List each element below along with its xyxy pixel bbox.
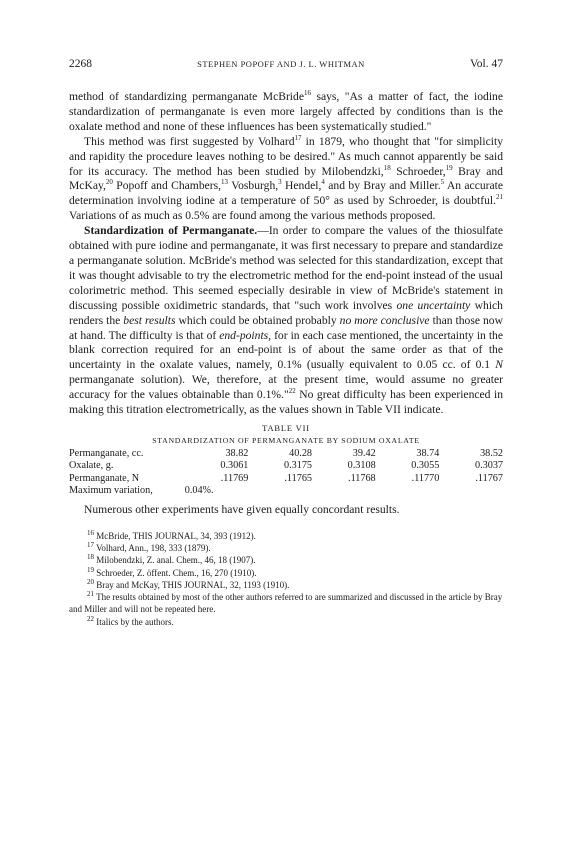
- paragraph-text: Schroeder,: [390, 164, 446, 178]
- table-cell: 38.52: [480, 447, 503, 459]
- footnote-ref: 4: [321, 178, 325, 187]
- footnotes: [69, 530, 503, 628]
- after-table-text: Numerous other experiments have given equally concordant results.: [84, 503, 400, 517]
- table-subtitle: STANDARDIZATION OF PERMANGANATE BY SODIUM OXALATE: [152, 435, 420, 445]
- footnote-number: 19: [87, 565, 94, 574]
- paragraph-text: Variations of as much as 0.5% are found among the various methods proposed.: [69, 209, 436, 223]
- paragraph-3: [69, 224, 503, 418]
- paragraph-text: An accurate determination involving iodine at a temperature of 50° as used by Schroeder, is doubtful.: [69, 179, 504, 208]
- volume-label: Vol. 47: [469, 58, 503, 70]
- table-row-label: Permanganate, cc.: [69, 447, 144, 459]
- italic-text: end-points,: [219, 328, 272, 342]
- footnote: [69, 554, 503, 566]
- table-cell: 40.28: [289, 447, 313, 459]
- footnote-number: 18: [87, 553, 94, 562]
- table-cell: 39.42: [352, 447, 376, 459]
- footnote-ref: 21: [496, 193, 503, 202]
- footnote: [69, 579, 503, 591]
- table-cell: .11768: [348, 472, 376, 484]
- footnote-number: 22: [87, 614, 94, 623]
- paragraph-text: than those now at hand. The difficulty is that of: [69, 313, 503, 342]
- paragraph-text: Popoff and Chambers,: [112, 179, 222, 193]
- footnote-text: Schroeder, Z. öffent. Chem., 16, 270 (1910).: [94, 567, 257, 578]
- footnote-ref: 22: [288, 387, 296, 396]
- footnote: [69, 616, 503, 628]
- italic-text: no more conclusive: [339, 313, 430, 327]
- footnote-text: McBride, THIS JOURNAL, 34, 393 (1912).: [94, 530, 256, 541]
- paragraph-text: permanganate solution). We, therefore, at the present time, would assume no greater accuracy for the values obtainable than 0.1%.": [69, 373, 503, 402]
- footnote-ref: 18: [383, 163, 391, 172]
- footnote-ref: 5: [440, 178, 445, 187]
- data-table: [69, 448, 503, 497]
- table-row: [69, 460, 503, 472]
- paragraph-text: This method was first suggested by Volhard: [84, 134, 295, 148]
- paragraph-2: [69, 135, 503, 224]
- section-heading: Standardization of Permanganate.: [84, 224, 258, 238]
- table-row-label: Permanganate, N: [69, 472, 140, 484]
- table-cell: .11769: [220, 472, 249, 484]
- footnote-text: Italics by the authors.: [94, 616, 174, 627]
- paragraph-text: says, "As a matter of fact, the iodine standardization of permanganate is even more largely affected by conditions than is the oxalate method and none of these influences has been systematically studied.": [69, 90, 503, 133]
- table-cell: 0.3175: [284, 460, 313, 472]
- table-cell: 0.3061: [220, 460, 249, 472]
- table-row-label: Maximum variation,: [69, 484, 153, 496]
- footnote: [69, 542, 503, 554]
- table-title: TABLE VII: [262, 422, 310, 433]
- footnote-text: Milobendzki, Z. anal. Chem., 46, 18 (1907).: [94, 555, 256, 566]
- paragraph-text: Vosburgh,: [228, 179, 279, 193]
- footnote-number: 21: [87, 590, 94, 599]
- table-cell: .11765: [284, 472, 313, 484]
- running-title: STEPHEN POPOFF AND J. L. WHITMAN: [197, 59, 365, 69]
- paragraph-text: Hendel,: [281, 179, 322, 193]
- footnote-text: The results obtained by most of the other authors referred to are summarized and discussed in the article by Bray and Miller and will not be repeated here.: [69, 592, 503, 615]
- paragraph-text: Bray and McKay,: [69, 164, 503, 193]
- table-row: [69, 448, 503, 460]
- paragraph-text: in 1879, who thought that "for simplicity and rapidity the procedure leaves nothing to be desired." As much cannot apparently be said for its accuracy. The method has been studied by Milobendzki,: [69, 134, 503, 178]
- footnote-number: 20: [87, 577, 94, 586]
- table-cell: 0.3108: [347, 460, 376, 472]
- table-cell: .11770: [411, 472, 440, 484]
- table-row: [69, 473, 503, 485]
- footnote-text: Bray and McKay, THIS JOURNAL, 32, 1193 (1910).: [94, 579, 290, 590]
- table-row-label: Oxalate, g.: [69, 460, 114, 472]
- italic-text: one uncertainty: [396, 298, 471, 312]
- paragraph-text: and by Bray and Miller.: [324, 179, 441, 193]
- paragraph-text: —In order to compare the values of the thiosulfate obtained with pure iodine and permanganate, it was first necessary to prepare and standardize a permanganate solution. McBride's method was selected for this standardization, except that it was thought advisable to try the electrometric method for the end-point instead of the usual colorimetric method. This seemed especially desirable in view of McBride's statement in discussing possible oxidimetric standards, that "such work involves: [69, 224, 504, 312]
- footnote-ref: 19: [445, 163, 453, 172]
- table-cell: 38.74: [416, 447, 440, 459]
- paragraph-text: No great difficulty has been experienced in making this titration electrometrically, as the values shown in Table VII indicate.: [69, 388, 504, 417]
- footnote: [69, 530, 503, 542]
- table-row: [69, 485, 503, 497]
- footnote-ref: 3: [278, 178, 282, 187]
- paragraph-1: [69, 90, 503, 135]
- footnote-ref: 16: [303, 89, 311, 98]
- table-cell: 0.04%.: [184, 484, 214, 496]
- footnote: [69, 591, 503, 616]
- table-cell: 0.3037: [474, 460, 503, 472]
- page: [69, 58, 503, 628]
- paragraph-text: which renders the: [69, 298, 503, 327]
- page-number: 2268: [69, 58, 92, 70]
- paragraph-text: method of standardizing permanganate McBride: [69, 90, 304, 103]
- italic-text: N: [495, 358, 503, 372]
- footnote-ref: 13: [221, 178, 229, 187]
- footnote-text: Volhard, Ann., 198, 333 (1879).: [94, 542, 211, 553]
- table-cell: 0.3055: [411, 460, 440, 472]
- footnote-number: 16: [87, 528, 94, 537]
- paragraph-text: for in each case mentioned, the uncertainty in the blank correction required for an end-point is of about the same order as that of the uncertainty in the oxalate values, namely, 0.1% (usually equivalent to 0.05 cc. of 0.1: [69, 328, 503, 372]
- footnote: [69, 567, 503, 579]
- paragraph-text: which could be obtained probably: [175, 313, 340, 327]
- italic-text: best results: [123, 313, 176, 327]
- table-cell: 38.82: [225, 447, 249, 459]
- running-header: [69, 58, 503, 70]
- footnote-ref: 17: [294, 133, 302, 142]
- footnote-number: 17: [87, 540, 94, 549]
- footnote-ref: 20: [105, 178, 113, 187]
- table-cell: .11767: [475, 472, 503, 484]
